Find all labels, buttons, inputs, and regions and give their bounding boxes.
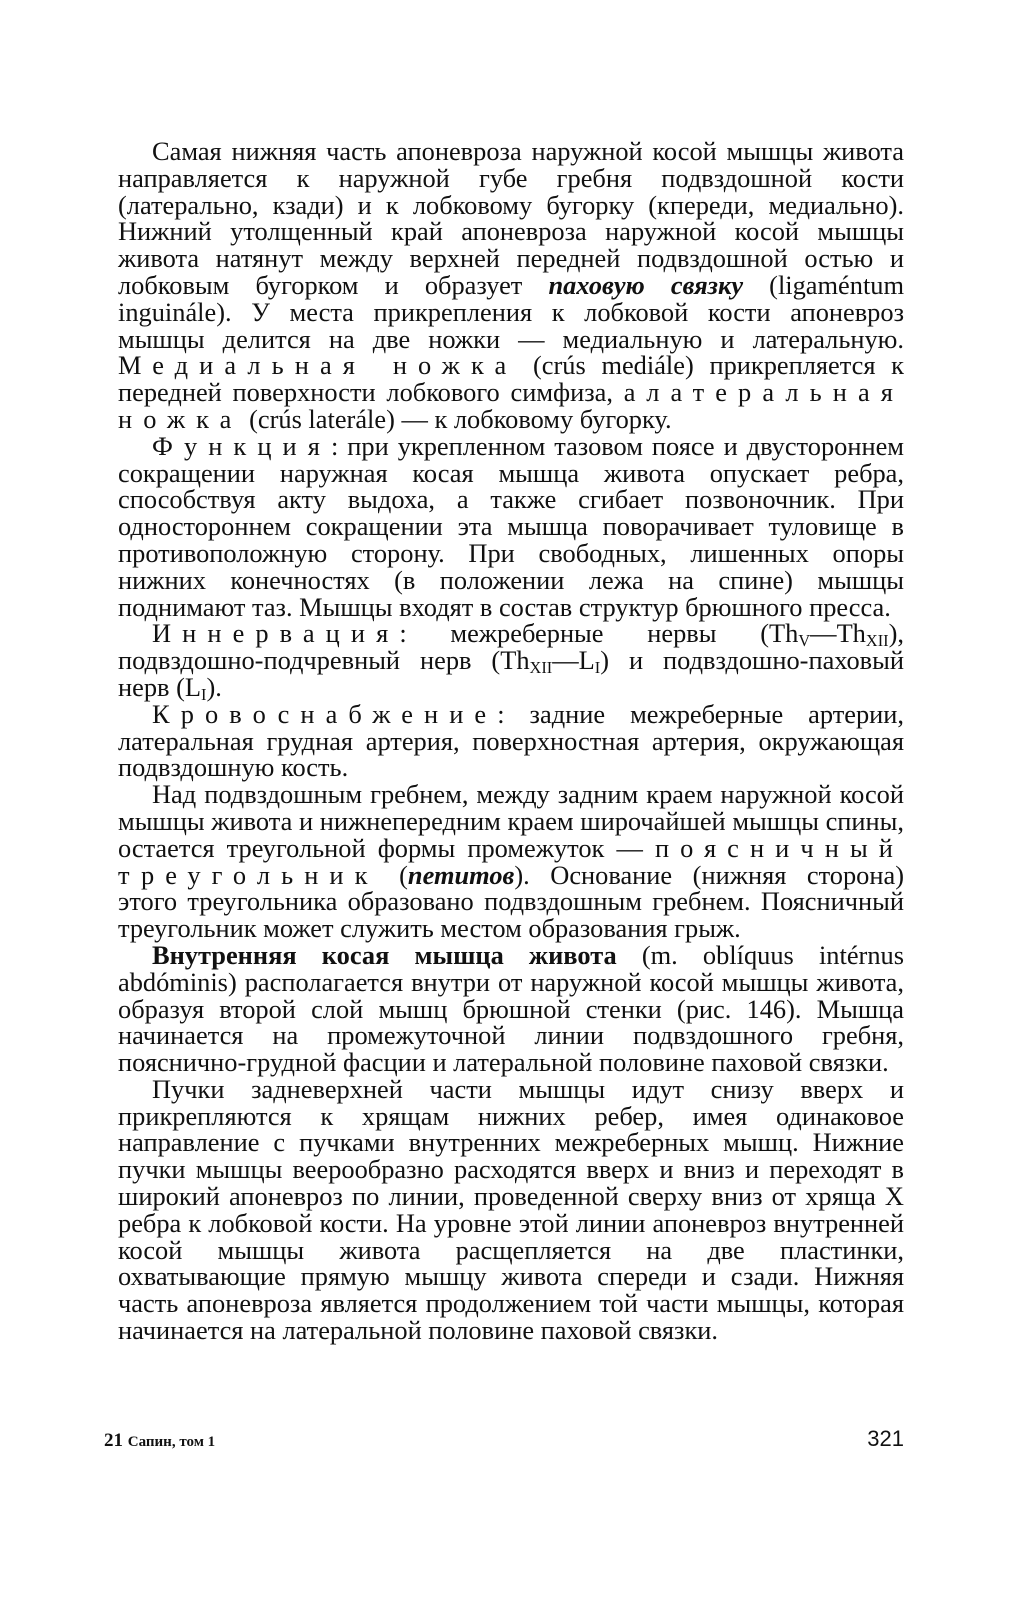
heading-internal-oblique: Внутренняя косая мышца живота (152, 939, 617, 970)
subscript: I (594, 658, 601, 678)
subscript: XII (865, 631, 889, 651)
text: Над подвздошным гребнем, между задним краем наружной косой мышцы живота и нижнепередним краем широчайшей мышцы спины, остается треугольной формы промежуток — (118, 779, 904, 863)
text: (crús mediále) прикрепляется к передней поверхности лобкового симфиза, а (118, 350, 904, 408)
text: (m. oblíquus intérnus abdóminis) располагается внутри от наружной косой мышцы живота, образуя второй слой мышц брюшной стенки (рис. 146). Мышца начинается на промежуточной линии подвздошного гребня, пояснично-грудной фасции и латеральной половине паховой связки. (118, 939, 904, 1078)
text: ). Основание (нижняя сторона) этого треугольника образовано подвздошным гребнем. Поясничный треугольник может служить местом образования грыж. (118, 859, 904, 944)
page-body (118, 138, 904, 1344)
heading-innervation: Иннервация (152, 618, 400, 649)
text: : при укрепленном тазовом поясе и двустороннем сокращении наружная косая мышца живота опускает ребра, способствуя акту выдоха, а также сгибает позвоночник. При одностороннем сокращении эта мышца поворачивает туловище в противоположную сторону. При свободных, лишенных опоры нижних конечностях (в положении лежа на спине) мышцы поднимают таз. Мышцы входят в состав структур брюшного пресса. (118, 430, 904, 622)
subscript: XII (529, 658, 553, 678)
text: ) и подвздошно-паховый нерв (L (118, 645, 904, 702)
paragraph-blood-supply (118, 698, 904, 783)
text: Самая нижняя часть апоневроза наружной косой мышцы живота направляется к наружной губе гребня подвздошной кости (латерально, кзади) и к лобковому бугорку (кпереди, медиально). Нижний утолщенный край апоневроза наружной косой мышцы живота натянут между верхней передней подвздошной остью и лобковым бугорком и образует (118, 136, 904, 300)
paragraph-lumbar-triangle (118, 781, 904, 942)
text: —L (552, 645, 595, 676)
paragraph-function (118, 430, 904, 622)
text: —Th (810, 618, 866, 649)
page-footer (104, 1426, 904, 1466)
paragraph-innervation (118, 618, 904, 705)
heading-blood-supply: Кровоснабжение (152, 698, 498, 729)
text: ( (378, 859, 408, 890)
signature-text: Сапин, том 1 (127, 1434, 216, 1450)
page-number: 321 (867, 1426, 904, 1451)
term-inguinal-ligament: паховую связку (548, 269, 744, 300)
paragraph-external-oblique-aponeurosis (118, 138, 904, 433)
text: ). (206, 671, 222, 702)
heading-function: Функция (152, 430, 331, 461)
text: : межреберные нервы (Th (399, 618, 799, 649)
subscript: I (201, 685, 207, 705)
text: : задние межреберные артерии, латеральная грудная артерия, поверхностная артерия, окружающая подвздошную кость. (118, 698, 904, 783)
signature-number: 21 (104, 1430, 123, 1451)
term-petit: петитов (407, 859, 515, 890)
paragraph-fibers (118, 1073, 904, 1346)
text: ), подвздошно-подчревный нерв (Th (118, 618, 904, 676)
term-medial-crus: Медиальная ножка (118, 350, 518, 381)
term-lumbar-triangle: поясничный треугольник (118, 832, 904, 890)
term-lateral-crus: латеральная ножка (118, 377, 904, 434)
subscript: V (798, 631, 811, 651)
signature-mark (104, 1430, 215, 1452)
text: Пучки задневерхней части мышцы идут снизу вверх и прикрепляются к хрящам нижних ребер, имея одинаковое направление с пучками внутренних межреберных мышц. Нижние пучки мышцы веерообразно расходятся вверх и вниз и переходят в широкий апоневроз по линии, проведенной сверху вниз от хряща X ребра к лобковой кости. На уровне этой линии апоневроз внутренней косой мышцы живота расщепляется на две пластинки, охватывающие прямую мышцу живота спереди и сзади. Нижняя часть апоневроза является продолжением той части мышцы, которая начинается на латеральной половине паховой связки. (118, 1073, 904, 1346)
text: (ligaméntum inguinále). У места прикрепления к лобковой кости апоневроз мышцы делится на две ножки — медиальную и латеральную. (118, 269, 905, 354)
text: (crús laterále) — к лобковому бугорку. (242, 403, 672, 434)
paragraph-internal-oblique (118, 939, 904, 1078)
